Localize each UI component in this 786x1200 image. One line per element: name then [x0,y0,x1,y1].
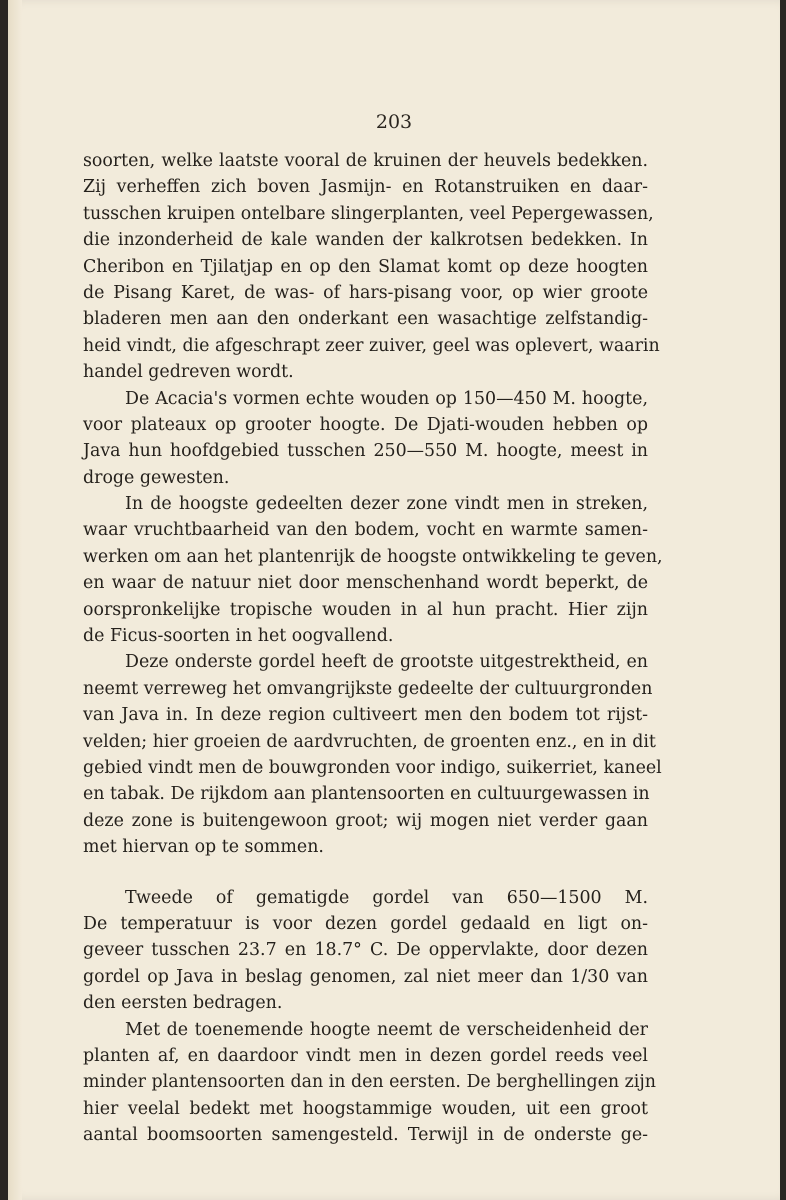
text-line: Met de toenemende hoogte neemt de verscheidenheid der [125,1019,648,1040]
text-line: Deze onderste gordel heeft de grootste uitgestrektheid, en [125,652,648,673]
text-line: tusschen kruipen ontelbare slingerplanten, veel Pepergewassen, [83,203,654,224]
text-line: en tabak. De rijkdom aan plantensoorten en cultuurgewassen in [83,784,650,805]
text-line: hier veelal bedekt met hoogstammige wouden, uit een groot [83,1098,648,1119]
text-line: minder plantensoorten dan in den eersten. De berghellingen zijn [83,1072,656,1093]
text-line: gordel op Java in beslag genomen, zal niet meer dan 1/30 van [83,966,648,987]
book-page [8,0,780,1200]
text-line: heid vindt, die afgeschrapt zeer zuiver, geel was oplevert, waarin [83,335,660,356]
text-line: De Acacia's vormen echte wouden op 150—450 M. hoogte, [125,388,648,409]
paragraph-2 [83,386,648,492]
text-line: den eersten bedragen. [83,993,283,1014]
text-line: voor plateaux op grooter hoogte. De Djati-wouden hebben op [83,414,648,435]
body-text [83,148,663,1148]
paragraph-5 [83,885,648,1017]
text-line: de Ficus-soorten in het oogvallend. [83,626,394,647]
paragraph-3 [83,491,663,649]
page-number: 203 [375,111,413,133]
text-line: soorten, welke laatste vooral de kruinen der heuvels bedekken. [83,151,648,171]
text-line: velden; hier groeien de aardvruchten, de groenten enz., en in dit [83,731,656,752]
text-line: gebied vindt men de bouwgronden voor indigo, suikerriet, kaneel [83,757,662,778]
text-line: geveer tusschen 23.7 en 18.7° C. De oppervlakte, door dezen [83,940,648,961]
text-line: werken om aan het plantenrijk de hoogste ontwikkeling te geven, [83,546,663,567]
text-line: droge gewesten. [83,467,230,488]
text-line: aantal boomsoorten samengesteld. Terwijl in de onderste ge- [83,1125,648,1146]
page-gutter [8,0,22,1200]
section-gap [83,861,648,885]
text-line: handel gedreven wordt. [83,362,294,383]
text-line: bladeren men aan den onderkant een wasachtige zelfstandig- [83,309,648,330]
text-line: de Pisang Karet, de was- of hars-pisang voor, op wier groote [83,282,648,303]
text-line: De temperatuur is voor dezen gordel gedaald en ligt on- [83,913,648,934]
text-line: van Java in. In deze region cultiveert men den bodem tot rijst- [83,705,648,726]
paragraph-4 [83,649,662,860]
text-line: en waar de natuur niet door menschenhand wordt beperkt, de [83,573,648,594]
paragraph-1 [83,148,660,386]
text-line: oorspronkelijke tropische wouden in al hun pracht. Hier zijn [83,599,648,620]
paragraph-6 [83,1017,656,1149]
text-line: Java hun hoofdgebied tusschen 250—550 M. hoogte, meest in [83,441,648,462]
text-line: Cheribon en Tjilatjap en op den Slamat komt op deze hoogten [83,256,648,277]
section-heading-line: Tweede of gematigde gordel van 650—1500 M. [125,887,648,908]
text-line: Zij verheffen zich boven Jasmijn- en Rotanstruiken en daar- [83,177,648,198]
text-line: waar vruchtbaarheid van den bodem, vocht en warmte samen- [83,520,648,541]
text-line: deze zone is buitengewoon groot; wij mogen niet verder gaan [83,810,648,831]
text-line: In de hoogste gedeelten dezer zone vindt men in streken, [125,494,648,515]
text-line: neemt verreweg het omvangrijkste gedeelte der cultuurgronden [83,678,653,699]
text-line: met hiervan op te sommen. [83,837,324,858]
text-line: planten af, en daardoor vindt men in dezen gordel reeds veel [83,1045,648,1066]
text-line: die inzonderheid de kale wanden der kalkrotsen bedekken. In [83,230,648,251]
